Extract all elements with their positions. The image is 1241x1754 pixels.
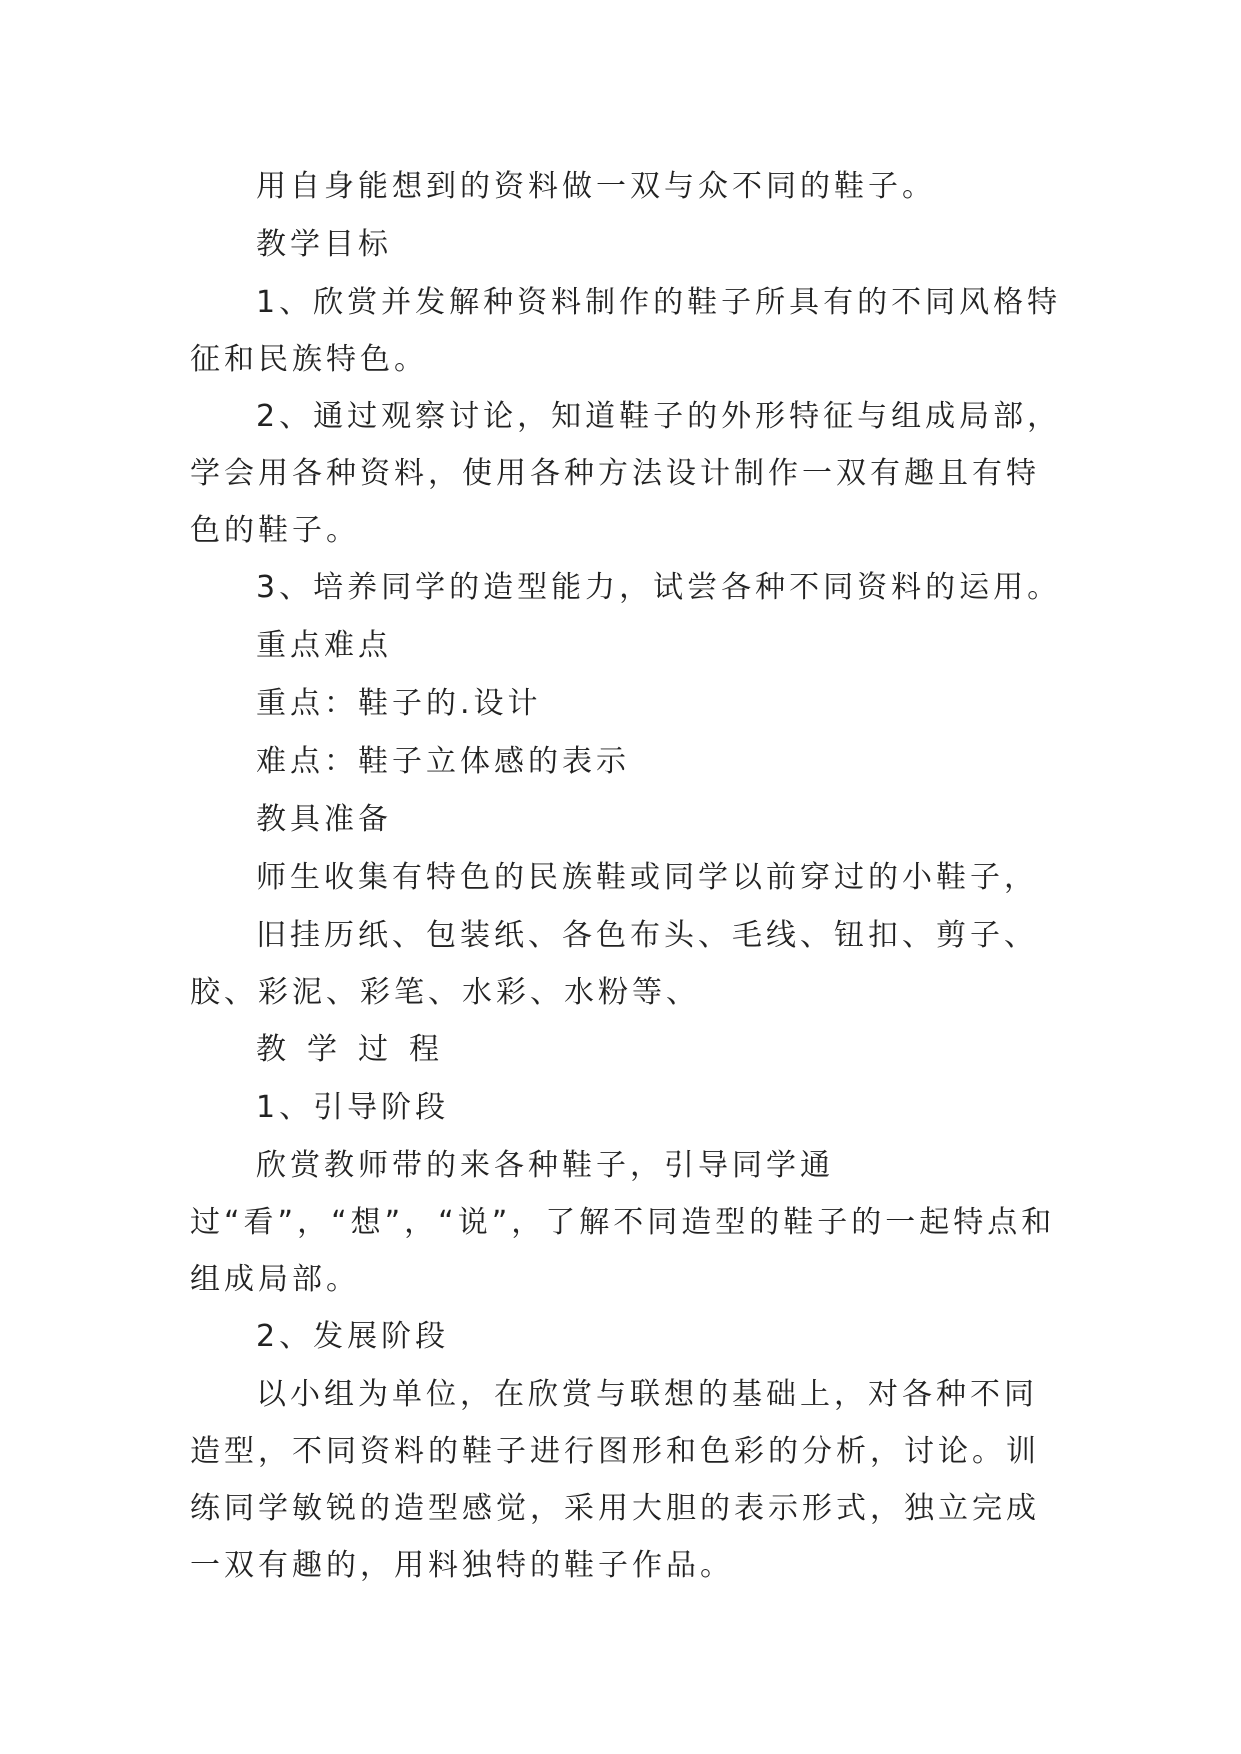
goal-item-1: 1、欣赏并发解种资料制作的鞋子所具有的不同风格特征和民族特色。 — [190, 285, 1062, 377]
step-1-text: 欣赏教师带的来各种鞋子，引导同学通过“看”，“想”，“说”，了解不同造型的鞋子的一起特点和组成局部。 — [190, 1148, 1056, 1297]
document-body — [190, 158, 1070, 1594]
paragraph-intro: 用自身能想到的资料做一双与众不同的鞋子。 — [256, 169, 936, 204]
heading-teaching-goals: 教学目标 — [256, 227, 392, 262]
teaching-aids-text-2: 旧挂历纸、包装纸、各色布头、毛线、钮扣、剪子、胶、彩泥、彩笔、水彩、水粉等、 — [190, 918, 1038, 1010]
key-point: 重点：鞋子的.设计 — [256, 686, 542, 721]
goal-item-3: 3、培养同学的造型能力，试尝各种不同资料的运用。 — [256, 570, 1062, 605]
step-2-text: 以小组为单位，在欣赏与联想的基础上，对各种不同造型，不同资料的鞋子进行图形和色彩的分析，讨论。训练同学敏锐的造型感觉，采用大胆的表示形式，独立完成一双有趣的，用料独特的鞋子作品。 — [190, 1377, 1040, 1583]
heading-teaching-aids: 教具准备 — [256, 802, 392, 837]
heading-key-difficult-points: 重点难点 — [256, 628, 392, 663]
step-2-heading: 2、发展阶段 — [256, 1319, 450, 1354]
goal-item-2: 2、通过观察讨论，知道鞋子的外形特征与组成局部，学会用各种资料，使用各种方法设计制作一双有趣且有特色的鞋子。 — [190, 399, 1062, 548]
heading-teaching-process: 教学过程 — [256, 1032, 460, 1067]
teaching-aids-text-1: 师生收集有特色的民族鞋或同学以前穿过的小鞋子， — [256, 860, 1038, 895]
step-1-heading: 1、引导阶段 — [256, 1090, 450, 1125]
difficult-point: 难点：鞋子立体感的表示 — [256, 744, 630, 779]
